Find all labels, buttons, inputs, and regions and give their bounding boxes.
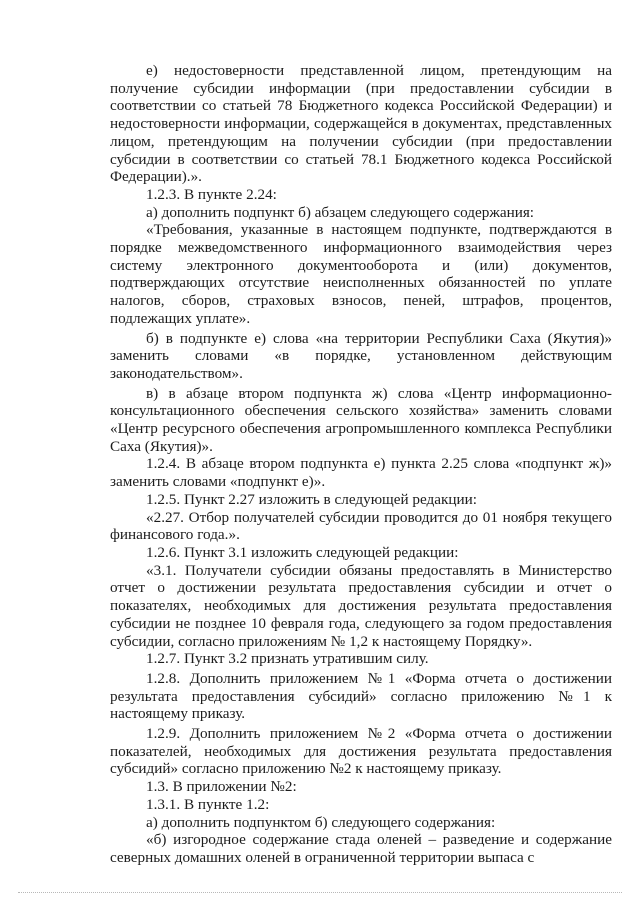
paragraph-3-1-quote: «3.1. Получатели субсидии обязаны предоставлять в Министерство отчет о достижении результата предоставления субсидии и отчет о показателях, необходимых для достижения результата предоставления субсидии не позднее 10 февраля года, следующего за годом предоставления субсидии, согласно приложениям № 1,2 к настоящему Порядку».: [110, 561, 612, 650]
paragraph-b-replace-words: б) в подпункте е) слова «на территории Республики Саха (Якутия)» заменить словами «в порядке, установленном действующим законодательством».: [110, 329, 612, 382]
paragraph-1-3-1: 1.3.1. В пункте 1.2:: [146, 795, 270, 813]
paragraph-b-fenced-herding: «б) изгородное содержание стада оленей – разведение и содержание северных домашних оленей в ограниченной территории выпаса с: [110, 831, 612, 866]
paragraph-1-2-8: 1.2.8. Дополнить приложением №1 «Форма отчета о достижении результата предоставления субсидий» согласно приложению №1 к настоящему приказу.: [110, 669, 612, 723]
paragraph-1-2-6: 1.2.6. Пункт 3.1 изложить следующей редакции:: [146, 543, 459, 561]
paragraph-requirements: «Требования, указанные в настоящем подпункте, подтверждаются в порядке межведомственного информационного взаимодействия через систему электронного документооборота и (или) документов, подтверждающих отсутствие неисполненных обязанностей по уплате налогов, сборов, страховых взносов, пеней, штрафов, процентов, подлежащих уплате».: [110, 221, 612, 327]
document-body: [110, 62, 612, 867]
paragraph-e-unreliability: е) недостоверности представленной лицом, претендующим на получение субсидии информации (при предоставлении субсидии в соответствии со статьей 78 Бюджетного кодекса Российской Федерации) и недостоверности информации, содержащейся в документах, представленных лицом, претендующим на получении субсидии (при предоставлении субсидии в соответствии со статьей 78.1 Бюджетного кодекса Российской Федерации).».: [110, 62, 612, 186]
paragraph-2-27-quote: «2.27. Отбор получателей субсидии проводится до 01 ноября текущего финансового года.».: [110, 508, 612, 544]
scan-bottom-dotted-line: [18, 892, 622, 893]
paragraph-a-add-subitem-b: а) дополнить подпунктом б) следующего содержания:: [146, 813, 496, 831]
paragraph-1-3: 1.3. В приложении №2:: [146, 778, 297, 796]
paragraph-1-2-5: 1.2.5. Пункт 2.27 изложить в следующей редакции:: [146, 490, 477, 508]
paragraph-a-add-subitem: а) дополнить подпункт б) абзацем следующего содержания:: [146, 203, 535, 221]
paragraph-1-2-3: 1.2.3. В пункте 2.24:: [146, 185, 277, 203]
paragraph-1-2-7: 1.2.7. Пункт 3.2 признать утратившим силу.: [146, 650, 429, 668]
paragraph-1-2-4: 1.2.4. В абзаце втором подпункта е) пункта 2.25 слова «подпункт ж)» заменить словами «подпункт е)».: [110, 455, 612, 491]
paragraph-v-replace-center: в) в абзаце втором подпункта ж) слова «Центр информационно-консультационного обеспечения сельского хозяйства» заменить словами «Центр ресурсного обеспечения агропромышленного комплекса Республики Саха (Якутия)».: [110, 384, 612, 455]
paragraph-1-2-9: 1.2.9. Дополнить приложением №2 «Форма отчета о достижении показателей, необходимых для достижения результата предоставления субсидий» согласно приложению №2 к настоящему приказу.: [110, 725, 612, 778]
